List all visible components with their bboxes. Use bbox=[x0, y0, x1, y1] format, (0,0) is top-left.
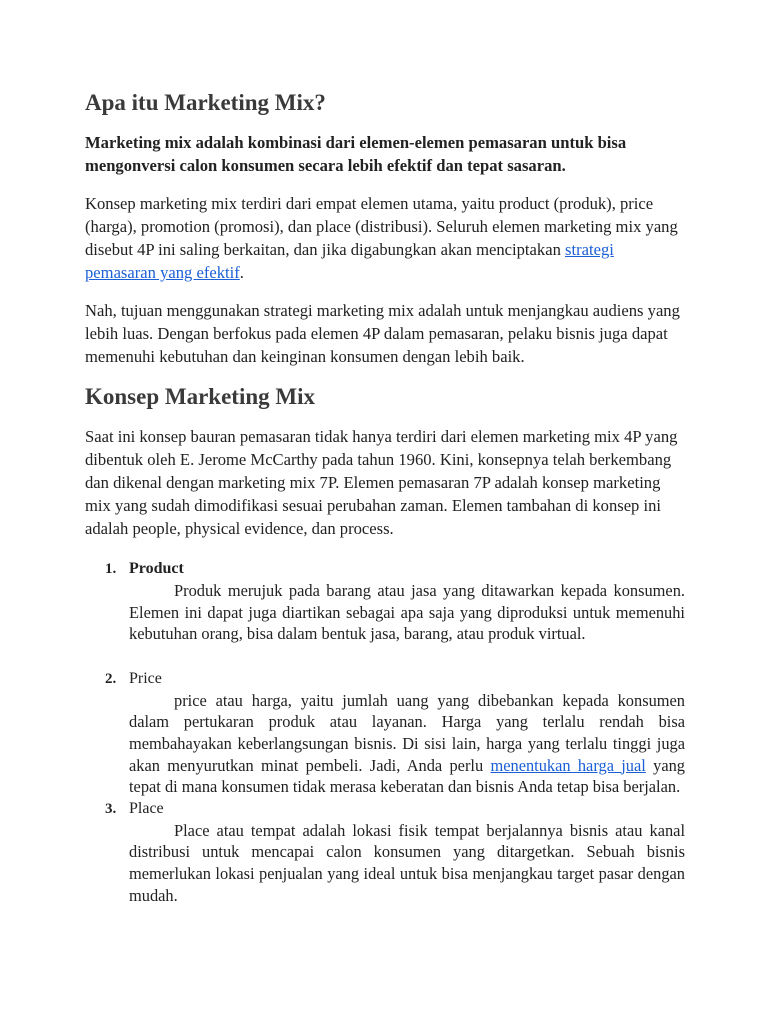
paragraph-text: Konsep marketing mix terdiri dari empat elemen utama, yaitu product (produk), price (harga), promotion (promosi), dan place (distribusi). Seluruh elemen marketing mix yang disebut 4P ini saling berkaitan, dan jika digabungkan akan menciptakan bbox=[85, 194, 678, 259]
list-item-text bbox=[129, 690, 685, 798]
list-number: 3. bbox=[105, 800, 117, 817]
marketing-mix-list bbox=[85, 558, 685, 906]
list-item-place bbox=[85, 798, 685, 906]
heading-konsep-marketing-mix: Konsep Marketing Mix bbox=[85, 384, 315, 409]
list-item-title: Price bbox=[129, 669, 162, 687]
list-item-text: Place atau tempat adalah lokasi fisik tempat berjalannya bisnis atau kanal distribusi untuk mencapai calon konsumen yang ditargetkan. Sebuah bisnis memerlukan lokasi penjualan yang ideal untuk bisa menjangkau target pasar dengan mudah. bbox=[129, 820, 685, 905]
list-item-product bbox=[85, 558, 685, 645]
lead-paragraph: Marketing mix adalah kombinasi dari elemen-elemen pemasaran untuk bisa mengonversi calon konsumen secara lebih efektif dan tepat sasaran. bbox=[85, 133, 627, 175]
list-item-price bbox=[85, 668, 685, 798]
paragraph-konsep-7p: Saat ini konsep bauran pemasaran tidak hanya terdiri dari elemen marketing mix 4P yang dibentuk oleh E. Jerome McCarthy pada tahun 1960. Kini, konsepnya telah berkembang dan dikenal dengan marketing mix 7P. Elemen pemasaran 7P adalah konsep marketing mix yang sudah dimodifikasi sesuai perubahan zaman. Elemen tambahan di konsep ini adalah people, physical evidence, dan process. bbox=[85, 427, 678, 538]
paragraph-konsep-4p bbox=[85, 192, 685, 284]
article-body bbox=[85, 88, 685, 906]
paragraph-text-end: . bbox=[239, 263, 244, 282]
list-item-text: Produk merujuk pada barang atau jasa yang ditawarkan kepada konsumen. Elemen ini dapat juga diartikan sebagai apa saja yang diproduksi untuk memenuhi kebutuhan orang, bisa dalam bentuk jasa, barang, atau produk virtual. bbox=[129, 581, 685, 644]
paragraph-tujuan: Nah, tujuan menggunakan strategi marketing mix adalah untuk menjangkau audiens yang lebih luas. Dengan berfokus pada elemen 4P dalam pemasaran, pelaku bisnis juga dapat memenuhi kebutuhan dan keinginan konsumen dengan lebih baik. bbox=[85, 301, 680, 366]
heading-apa-itu-marketing-mix: Apa itu Marketing Mix? bbox=[85, 90, 326, 115]
list-item-text-end: yang tepat di mana konsumen tidak merasa keberatan dan bisnis Anda tetap bisa berjalan. bbox=[129, 755, 685, 797]
list-number: 2. bbox=[105, 670, 117, 687]
list-item-title: Product bbox=[129, 560, 184, 577]
list-item-text-start: price atau harga, yaitu jumlah uang yang dibebankan kepada konsumen dalam pertukaran produk atau layanan. Harga yang terlalu rendah bisa membahayakan keberlangsungan bisnis. Di sisi lain, harga yang terlalu tinggi juga akan menyurutkan minat pembeli. Jadi, Anda perlu bbox=[129, 690, 685, 775]
link-strategi-pemasaran[interactable]: strategi pemasaran yang efektif bbox=[85, 240, 614, 282]
list-number: 1. bbox=[105, 561, 117, 577]
link-menentukan-harga-jual[interactable]: menentukan harga jual bbox=[490, 755, 646, 775]
list-item-title: Place bbox=[129, 799, 164, 817]
